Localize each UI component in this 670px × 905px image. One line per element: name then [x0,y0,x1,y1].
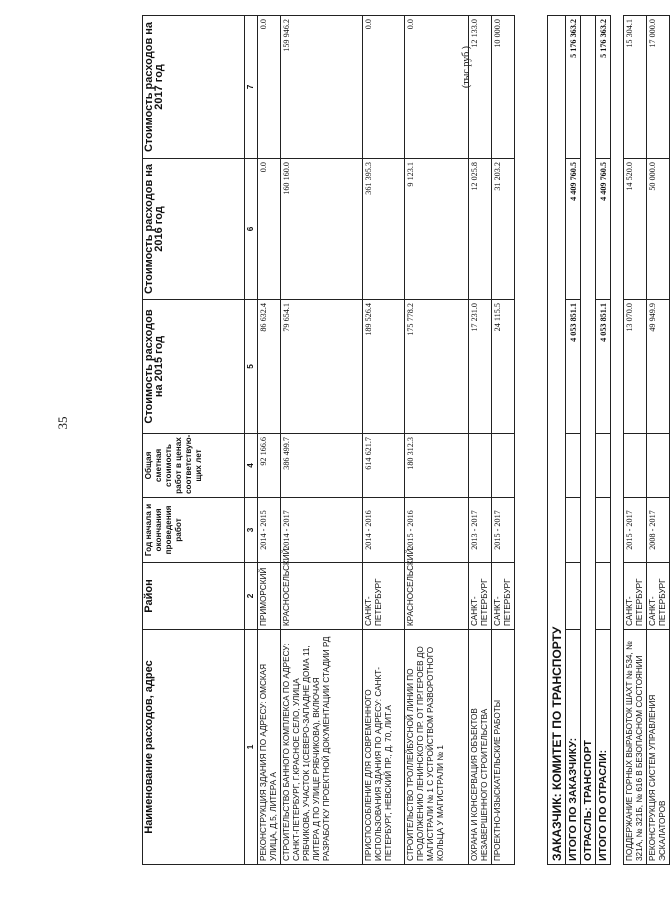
row-cost-2015: 175 778.2 [405,300,469,434]
branch-total-2016: 4 409 760.5 [596,159,611,300]
empty-cell [596,563,611,630]
col-header-2017: Стоимость расходов на 2017 год [143,16,245,159]
row-district: САНКТ-ПЕТЕРБУРГ [363,563,405,630]
row-total-cost [647,434,670,498]
row-district: САНКТ-ПЕТЕРБУРГ [647,563,670,630]
row-period: 2013 - 2017 [469,498,492,563]
spacer-cell [515,16,548,865]
table-row [492,16,515,865]
row-cost-2015: 17 231.0 [469,300,492,434]
branch-total-2015: 4 053 851.1 [596,300,611,434]
row-name: ОХРАНА И КОНСЕРВАЦИЯ ОБЪЕКТОВ НЕЗАВЕРШЕННОГО СТРОИТЕЛЬСТВА [469,630,492,865]
col-index: 3 [245,498,258,563]
row-cost-2017: 0.0 [363,16,405,159]
row-period: 2014 - 2016 [363,498,405,563]
row-district: ПРИМОРСКИЙ [258,563,281,630]
col-index: 1 [245,630,258,865]
row-period: 2015 - 2016 [405,498,469,563]
table-row [405,16,469,865]
empty-cell [566,498,581,563]
col-header-name: Наименование расходов, адрес [143,630,245,865]
customer-total-row [566,16,581,865]
row-total-cost: 180 312.3 [405,434,469,498]
col-header-2015: Стоимость расходов на 2015 год [143,300,245,434]
row-total-cost: 386 499.7 [281,434,363,498]
col-header-2016: Стоимость расходов на 2016 год [143,159,245,300]
col-header-period: Год начала и окончания проведения работ [143,498,245,563]
table-spacer [611,16,624,865]
row-cost-2016: 0.0 [258,159,281,300]
col-header-district: Район [143,563,245,630]
branch-total-label: ИТОГО ПО ОТРАСЛИ: [596,630,611,865]
row-cost-2016: 14 520.0 [624,159,647,300]
row-total-cost: 92 166.6 [258,434,281,498]
customer-heading-row [548,16,566,865]
row-name: СТРОИТЕЛЬСТВО БАННОГО КОМПЛЕКСА ПО АДРЕСУ: САНКТ-ПЕТЕРБУРГ, Г.КРАСНОЕ СЕЛО, УЛИЦА РЯБЧИКОВА, УЧАСТОК 1(СЕВЕРО-ЗАПАДНЕ ДОМА 11, ЛИТЕРА Д ПО УЛИЦЕ РЯБЧИКОВА), ВКЛЮЧАЯ РАЗРАБОТКУ ПРОЕКТНОЙ ДОКУМЕНТАЦИИ СТАДИИ РД [281,630,363,865]
empty-cell [566,563,581,630]
table-row [624,16,647,865]
spacer-cell [611,16,624,865]
row-cost-2015: 13 070.0 [624,300,647,434]
table-row [469,16,492,865]
expense-table [142,15,670,865]
row-cost-2016: 361 395.3 [363,159,405,300]
customer-total-2017: 5 176 363.2 [566,16,581,159]
row-cost-2015: 49 949.9 [647,300,670,434]
customer-total-label: ИТОГО ПО ЗАКАЗЧИКУ: [566,630,581,865]
row-total-cost [469,434,492,498]
col-index: 4 [245,434,258,498]
table-row [363,16,405,865]
table-row [258,16,281,865]
table-spacer [515,16,548,865]
empty-cell [596,434,611,498]
row-total-cost [492,434,515,498]
rotated-table [142,19,667,865]
row-cost-2017: 0.0 [258,16,281,159]
col-index: 7 [245,16,258,159]
row-cost-2016: 12 025.8 [469,159,492,300]
col-header-total: Общая сметная стоимость работ в ценах соответствую-щих лет [143,434,245,498]
row-name: РЕКОНСТРУКЦИЯ ЗДАНИЯ ПО АДРЕСУ: ОМСКАЯ УЛИЦА, Д.5, ЛИТЕРА А [258,630,281,865]
row-period: 2008 - 2017 [647,498,670,563]
customer-heading: ЗАКАЗЧИК: КОМИТЕТ ПО ТРАНСПОРТУ [548,16,566,865]
row-cost-2016: 50 000.0 [647,159,670,300]
row-cost-2017: 17 000.0 [647,16,670,159]
empty-cell [596,498,611,563]
row-total-cost [624,434,647,498]
row-district: КРАСНОСЕЛЬСКИЙ [405,563,469,630]
row-cost-2017: 159 946.2 [281,16,363,159]
table-row [281,16,363,865]
branch-total-row [596,16,611,865]
table-row [647,16,670,865]
row-period: 2015 - 2017 [624,498,647,563]
row-period: 2014 - 2017 [281,498,363,563]
customer-total-2015: 4 053 851.1 [566,300,581,434]
empty-cell [566,434,581,498]
row-cost-2016: 31 203.2 [492,159,515,300]
row-cost-2017: 0.0 [405,16,469,159]
row-cost-2015: 24 115.5 [492,300,515,434]
row-name: ПОДДЕРЖАНИЕ ГОРНЫХ ВЫРАБОТОК ШАХТ № 534, № 321А, № 321Б, № 616 В БЕЗОПАСНОМ СОСТОЯНИИ [624,630,647,865]
branch-total-2017: 5 176 363.2 [596,16,611,159]
row-district: САНКТ-ПЕТЕРБУРГ [492,563,515,630]
row-cost-2017: 12 133.0 [469,16,492,159]
customer-total-2016: 4 409 760.5 [566,159,581,300]
row-name: ПРИСПОСОБЛЕНИЕ ДЛЯ СОВРЕМЕННОГО ИСПОЛЬЗОВАНИЯ ЗДАНИЯ ПО АДРЕСУ: САНКТ-ПЕТЕРБУРГ, НЕВСКИЙ ПР., Д. 70, ЛИТ.А [363,630,405,865]
row-cost-2016: 9 123.1 [405,159,469,300]
branch-heading-row [581,16,596,865]
row-total-cost: 614 621.7 [363,434,405,498]
row-name: СТРОИТЕЛЬСТВО ТРОЛЛЕЙБУСНОЙ ЛИНИИ ПО ПРОДОЛЖЕНИЮ ЛЕНИНСКОГО ПР. ОТ ПР.ГЕРОЕВ ДО МАГИСТРАЛИ № 1 С УСТРОЙСТВОМ РАЗВОРОТНОГО КОЛЬЦА У МАГИСТРАЛИ № 1 [405,630,469,865]
row-period: 2015 - 2017 [492,498,515,563]
row-cost-2016: 160 160.0 [281,159,363,300]
row-cost-2015: 189 526.4 [363,300,405,434]
row-cost-2017: 10 000.0 [492,16,515,159]
col-index: 2 [245,563,258,630]
page-number: 35 [55,416,70,430]
row-cost-2017: 15 304.1 [624,16,647,159]
row-cost-2015: 79 654.1 [281,300,363,434]
row-district: САНКТ-ПЕТЕРБУРГ [469,563,492,630]
column-index-row [245,16,258,865]
col-index: 6 [245,159,258,300]
row-name: РЕКОНСТРУКЦИЯ СИСТЕМ УПРАВЛЕНИЯ ЭСКАЛАТОРОВ [647,630,670,865]
units-label: (тыс.руб.) [461,46,472,89]
row-district: КРАСНОСЕЛЬСКИЙ [281,563,363,630]
row-cost-2015: 86 632.4 [258,300,281,434]
header-row [143,16,245,865]
row-name: ПРОЕКТНО-ИЗЫСКАТЕЛЬСКИЕ РАБОТЫ [492,630,515,865]
row-period: 2014 - 2015 [258,498,281,563]
branch-heading: ОТРАСЛЬ: ТРАНСПОРТ [581,16,596,865]
expense-table-wrapper [142,19,667,865]
row-district: САНКТ-ПЕТЕРБУРГ [624,563,647,630]
col-index: 5 [245,300,258,434]
